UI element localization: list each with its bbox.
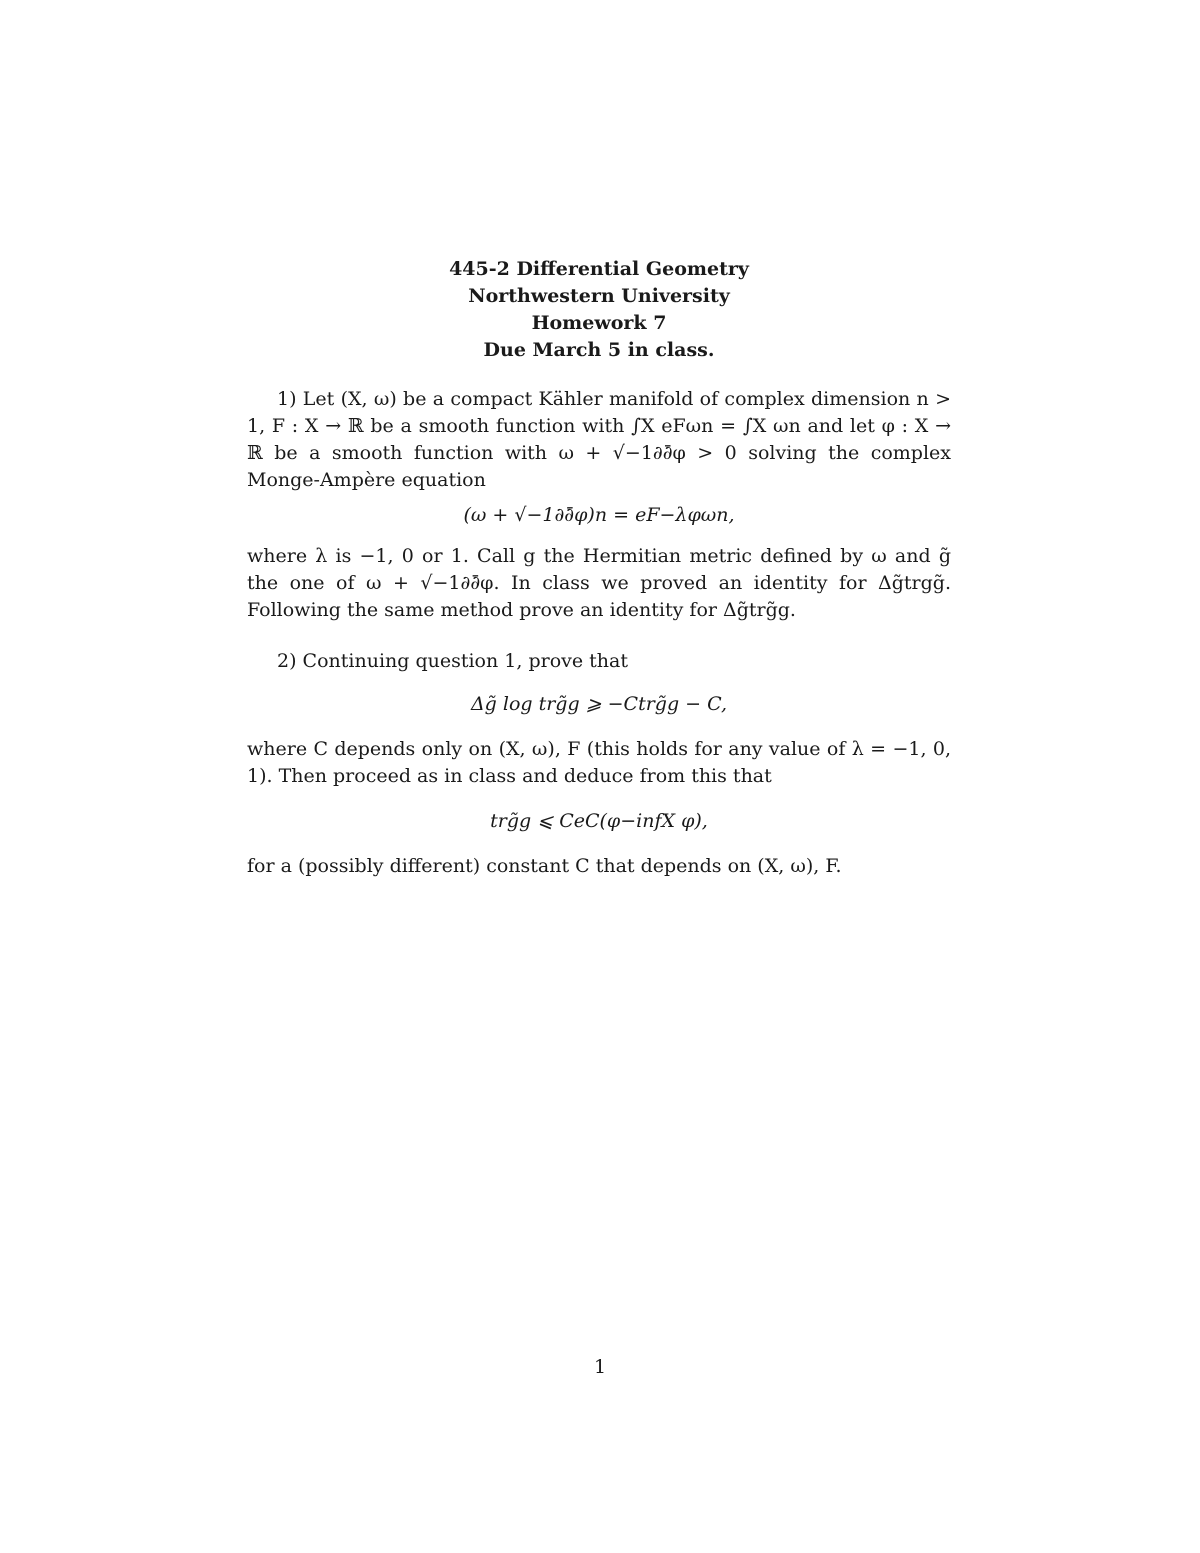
- assignment-title: Homework 7: [531, 312, 667, 334]
- university-name: Northwestern University: [468, 285, 730, 307]
- problem-2-middle: where C depends only on (X, ω), F (this holds for any value of λ = −1, 0, 1). Then proceed as in class and deduce from this that: [247, 738, 951, 787]
- problem-2-conclusion: for a (possibly different) constant C that depends on (X, ω), F.: [247, 855, 842, 877]
- problem-2-intro: 2) Continuing question 1, prove that: [277, 650, 628, 672]
- laplacian-inequality: Δg̃ log trg̃g ⩾ −Ctrg̃g − C,: [470, 693, 728, 715]
- page-number: 1: [593, 1356, 607, 1378]
- course-title: 445-2 Differential Geometry: [449, 258, 749, 280]
- homework-page: [247, 256, 951, 880]
- problem-1-body: where λ is −1, 0 or 1. Call g the Hermitian metric defined by ω and g̃ the one of ω + √−1∂∂̄φ. In class we proved an identity for Δg̃trgg̃. Following the same method prove an identity for Δg̃trg̃g.: [247, 545, 951, 621]
- document-header: [247, 256, 951, 364]
- monge-ampere-equation: (ω + √−1∂∂̄φ)n = eF−λφωn,: [463, 504, 735, 526]
- trace-bound-inequality: trg̃g ⩽ CeC(φ−infX φ),: [490, 810, 708, 832]
- due-date: Due March 5 in class.: [483, 339, 715, 361]
- problem-1-intro: 1) Let (X, ω) be a compact Kähler manifold of complex dimension n > 1, F : X → ℝ be a smooth function with ∫X eFωn = ∫X ωn and let φ : X → ℝ be a smooth function with ω + √−1∂∂̄φ > 0 solving the complex Monge-Ampère equation: [247, 388, 951, 491]
